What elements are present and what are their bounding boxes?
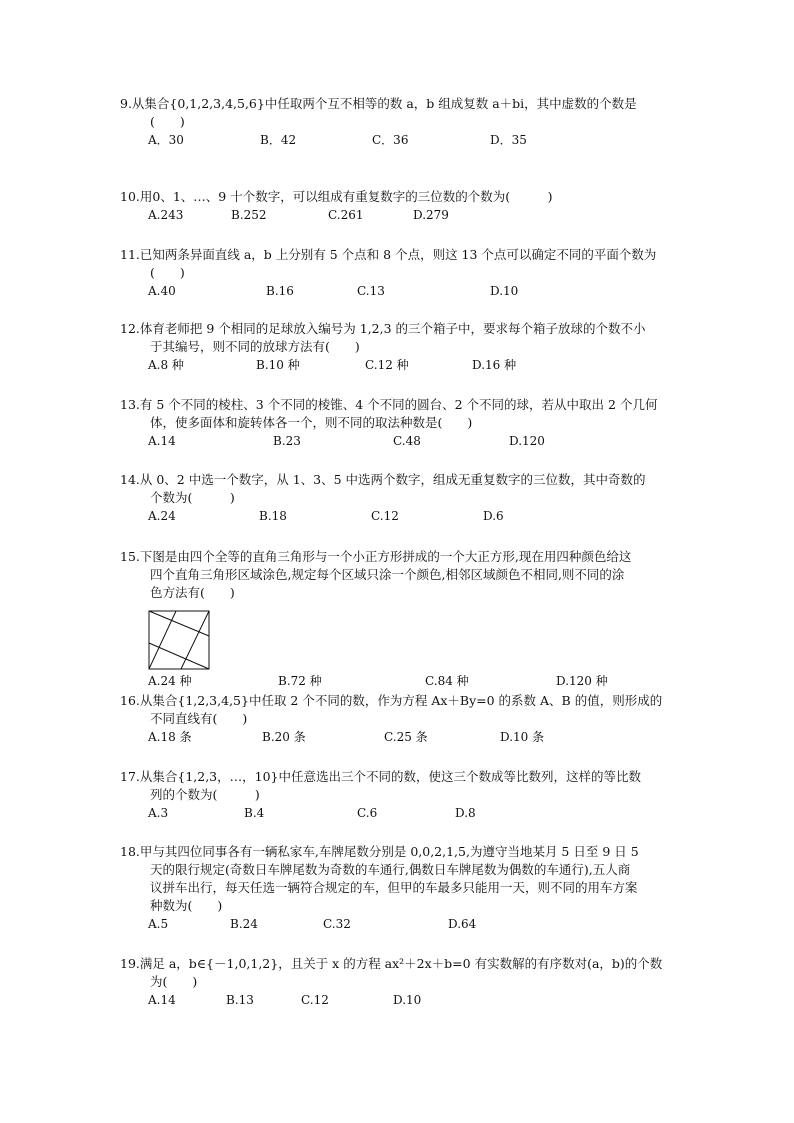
question-stem: 不同直线有( ) xyxy=(150,711,248,726)
answer-options xyxy=(120,356,710,374)
question-stem: 19.满足 a，b∈{－1,0,1,2}，且关于 x 的方程 ax²＋2x＋b=0 有实数解的有序数对(a，b)的个数 xyxy=(120,956,663,971)
option-a[interactable]: A.14 xyxy=(148,993,176,1007)
question-10 xyxy=(120,188,710,224)
option-c[interactable]: C.12 xyxy=(371,509,399,523)
answer-options xyxy=(120,728,710,746)
question-17 xyxy=(120,768,710,822)
question-stem: 17.从集合{1,2,3，…，10}中任意选出三个不同的数，使这三个数成等比数列，这样的等比数 xyxy=(120,769,641,784)
option-c[interactable]: C.261 xyxy=(328,208,364,222)
answer-options xyxy=(120,804,710,822)
answer-options xyxy=(120,915,710,933)
option-a[interactable]: A.24 种 xyxy=(148,674,192,688)
option-c[interactable]: C.48 xyxy=(393,434,421,448)
option-c[interactable]: C.13 xyxy=(357,284,385,298)
question-13 xyxy=(120,396,710,450)
question-stem: 为( ) xyxy=(150,974,198,989)
question-stem: ( ) xyxy=(150,114,185,129)
option-a[interactable]: A．30 xyxy=(148,133,184,147)
option-b[interactable]: B．42 xyxy=(260,133,297,147)
option-d[interactable]: D.120 xyxy=(509,434,545,448)
option-a[interactable]: A.8 种 xyxy=(148,358,184,372)
question-stem: 15.下图是由四个全等的直角三角形与一个小正方形拼成的一个大正方形,现在用四种颜色给这 xyxy=(120,549,632,564)
question-stem: 列的个数为( ) xyxy=(150,787,260,802)
option-d[interactable]: D.10 条 xyxy=(500,730,545,744)
question-stem: 天的限行规定(奇数日车牌尾数为奇数的车通行,偶数日车牌尾数为偶数的车通行),五人商 xyxy=(150,862,631,877)
option-d[interactable]: D.16 种 xyxy=(472,358,517,372)
option-b[interactable]: B.16 xyxy=(266,284,294,298)
question-stem: 于其编号，则不同的放球方法有( ) xyxy=(150,339,360,354)
question-stem: 14.从 0、2 中选一个数字，从 1、3、5 中选两个数字，组成无重复数字的三位数，其中奇数的 xyxy=(120,472,646,487)
option-b[interactable]: B.10 种 xyxy=(256,358,300,372)
option-c[interactable]: C.84 种 xyxy=(425,674,469,688)
option-a[interactable]: A.14 xyxy=(148,434,176,448)
triangle-edge xyxy=(149,611,176,669)
question-stem: 体，使多面体和旋转体各一个，则不同的取法种数是( ) xyxy=(150,415,473,430)
triangle-edge xyxy=(149,611,209,636)
option-d[interactable]: D.8 xyxy=(455,806,476,820)
question-stem: 12.体育老师把 9 个相同的足球放入编号为 1,2,3 的三个箱子中，要求每个箱子放球的个数不小 xyxy=(120,321,646,336)
question-stem: 种数为( ) xyxy=(150,898,223,913)
answer-options xyxy=(120,672,710,690)
option-b[interactable]: B.20 条 xyxy=(262,730,306,744)
option-d[interactable]: D.120 种 xyxy=(556,674,608,688)
option-a[interactable]: A.5 xyxy=(148,917,169,931)
option-d[interactable]: D.10 xyxy=(393,993,422,1007)
option-c[interactable]: C．36 xyxy=(372,133,409,147)
question-9 xyxy=(120,95,710,149)
question-stem: 个数为( ) xyxy=(150,490,235,505)
question-stem: 色方法有( ) xyxy=(150,585,235,600)
question-stem: 四个直角三角形区域涂色,规定每个区域只涂一个颜色,相邻区域颜色不相同,则不同的涂 xyxy=(150,567,625,582)
question-19 xyxy=(120,955,710,1009)
option-b[interactable]: B.252 xyxy=(231,208,267,222)
option-a[interactable]: A.40 xyxy=(148,284,176,298)
answer-options xyxy=(120,991,710,1009)
answer-options xyxy=(120,206,710,224)
question-stem: 9.从集合{0,1,2,3,4,5,6}中任取两个互不相等的数 a，b 组成复数 a＋bi，其中虚数的个数是 xyxy=(120,96,637,111)
option-b[interactable]: B.23 xyxy=(273,434,301,448)
question-12 xyxy=(120,320,710,374)
option-d[interactable]: D.64 xyxy=(448,917,477,931)
answer-options xyxy=(120,432,710,450)
option-d[interactable]: D.6 xyxy=(483,509,504,523)
option-d[interactable]: D.279 xyxy=(413,208,449,222)
question-15-options xyxy=(120,672,710,690)
question-11 xyxy=(120,246,710,300)
question-stem: 16.从集合{1,2,3,4,5}中任取 2 个不同的数，作为方程 Ax＋By=0 的系数 A、B 的值，则形成的 xyxy=(120,693,663,708)
option-b[interactable]: B.4 xyxy=(244,806,265,820)
option-c[interactable]: C.25 条 xyxy=(384,730,428,744)
option-c[interactable]: C.12 xyxy=(301,993,329,1007)
question-15 xyxy=(120,548,710,602)
option-b[interactable]: B.18 xyxy=(259,509,287,523)
option-c[interactable]: C.32 xyxy=(323,917,351,931)
question-stem: ( ) xyxy=(150,265,185,280)
question-stem: 11.已知两条异面直线 a，b 上分别有 5 个点和 8 个点，则这 13 个点可以确定不同的平面个数为 xyxy=(120,247,657,262)
question-18 xyxy=(120,843,710,933)
option-a[interactable]: A.24 xyxy=(148,509,176,523)
triangle-edge xyxy=(149,643,209,669)
option-d[interactable]: D．35 xyxy=(490,133,527,147)
pinwheel-square-figure xyxy=(148,610,210,670)
outer-square xyxy=(149,611,209,669)
option-b[interactable]: B.72 种 xyxy=(278,674,322,688)
option-c[interactable]: C.12 种 xyxy=(365,358,409,372)
answer-options xyxy=(120,282,710,300)
option-a[interactable]: A.243 xyxy=(148,208,184,222)
question-stem: 13.有 5 个不同的棱柱、3 个不同的棱锥、4 个不同的圆台、2 个不同的球，若从中取出 2 个几何 xyxy=(120,397,658,412)
question-14 xyxy=(120,471,710,525)
answer-options xyxy=(120,131,710,149)
question-stem: 10.用0、1、…、9 十个数字，可以组成有重复数字的三位数的个数为( ) xyxy=(120,189,553,204)
question-16 xyxy=(120,692,710,746)
option-b[interactable]: B.24 xyxy=(230,917,258,931)
option-c[interactable]: C.6 xyxy=(357,806,378,820)
option-a[interactable]: A.3 xyxy=(148,806,169,820)
option-a[interactable]: A.18 条 xyxy=(148,730,192,744)
answer-options xyxy=(120,507,710,525)
question-stem: 议拼车出行，每天任选一辆符合规定的车，但甲的车最多只能用一天，则不同的用车方案 xyxy=(150,880,638,895)
question-stem: 18.甲与其四位同事各有一辆私家车,车牌尾数分别是 0,0,2,1,5,为遵守当地某月 5 日至 9 日 5 xyxy=(120,844,639,859)
triangle-edge xyxy=(181,611,209,669)
option-d[interactable]: D.10 xyxy=(490,284,519,298)
option-b[interactable]: B.13 xyxy=(226,993,254,1007)
